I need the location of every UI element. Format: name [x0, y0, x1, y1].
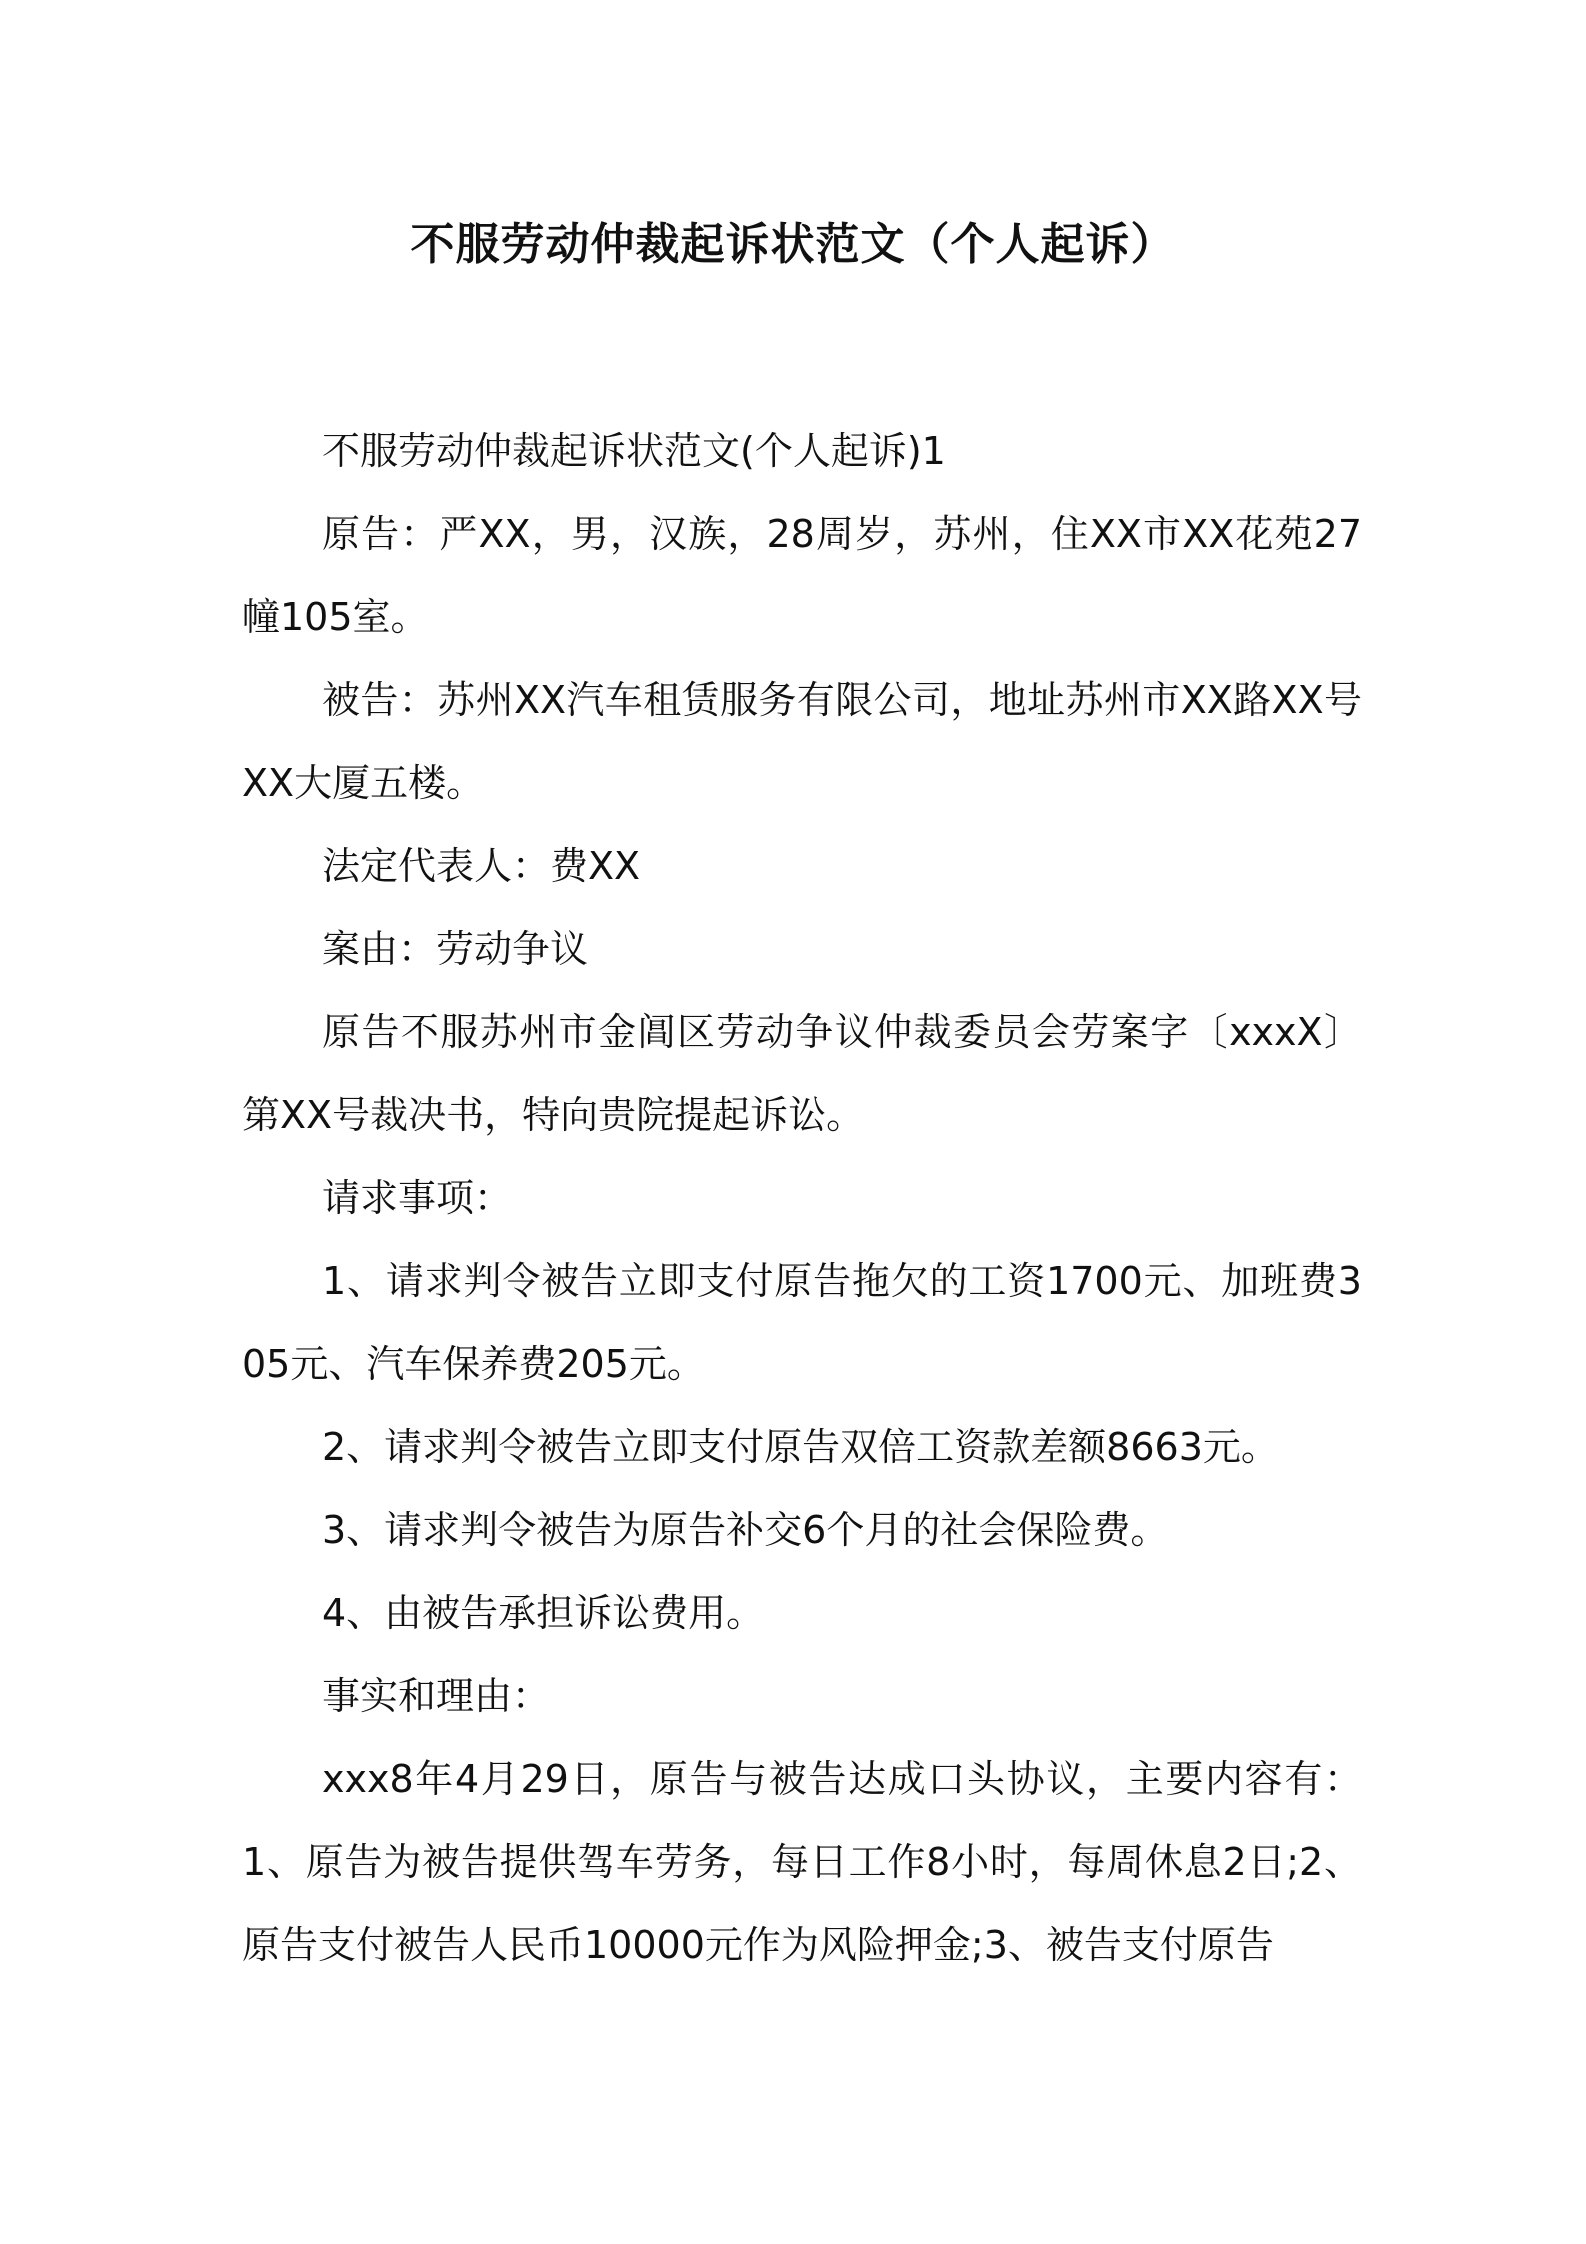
- paragraph-facts-heading: 事实和理由：: [322, 1674, 551, 1718]
- paragraph-claim-3: 3、请求判令被告为原告补交6个月的社会保险费。: [322, 1508, 1169, 1552]
- paragraph-facts: xxx8年4月29日，原告与被告达成口头协议，主要内容有：1、原告为被告提供驾车劳务，每日工作8小时，每周休息2日;2、原告支付被告人民币10000元作为风险押金;3、被告支付原告: [242, 1757, 1362, 1967]
- paragraph-heading: 不服劳动仲裁起诉状范文(个人起诉)1: [322, 429, 946, 473]
- paragraph-claims-heading: 请求事项：: [322, 1176, 513, 1220]
- paragraph-claim-2: 2、请求判令被告立即支付原告双倍工资款差额8663元。: [322, 1425, 1279, 1469]
- paragraph-claim-4: 4、由被告承担诉讼费用。: [322, 1591, 765, 1635]
- paragraph-plaintiff: 原告：严XX，男，汉族，28周岁，苏州，住XX市XX花苑27幢105室。: [242, 512, 1362, 639]
- paragraph-appeal-statement: 原告不服苏州市金阊区劳动争议仲裁委员会劳案字〔xxxX〕第XX号裁决书，特向贵院提起诉讼。: [242, 1010, 1362, 1137]
- document-title: 不服劳动仲裁起诉状范文（个人起诉）: [410, 219, 1176, 270]
- document-body: [242, 410, 1362, 1987]
- paragraph-claim-1: 1、请求判令被告立即支付原告拖欠的工资1700元、加班费305元、汽车保养费205元。: [242, 1259, 1362, 1386]
- paragraph-defendant: 被告：苏州XX汽车租赁服务有限公司，地址苏州市XX路XX号XX大厦五楼。: [242, 678, 1362, 805]
- paragraph-cause: 案由：劳动争议: [322, 927, 589, 971]
- paragraph-legal-representative: 法定代表人：费XX: [322, 844, 641, 888]
